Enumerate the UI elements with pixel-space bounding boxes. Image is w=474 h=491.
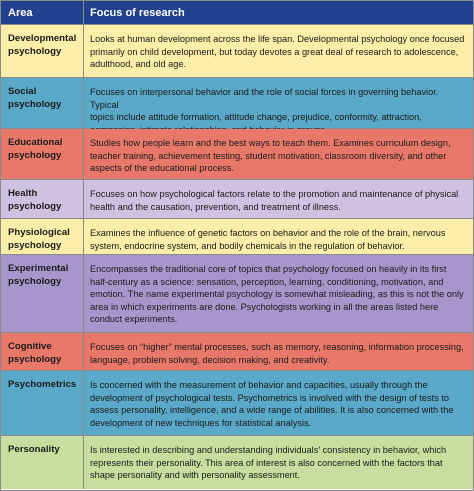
header-focus: Focus of research: [90, 6, 185, 19]
row-focus: [84, 436, 473, 489]
focus-line: Focuses on interpersonal behavior and the role of social forces in governing behavior. Typical: [90, 87, 439, 110]
header-area: Area: [1, 1, 84, 24]
focus-line: Focuses on “higher” mental processes, such as memory, reasoning, information processing,: [90, 342, 464, 352]
focus-line: Examines the influence of genetic factors on behavior and the role of the brain, nervous: [90, 228, 446, 238]
focus-line: area in which experiments are done. Psychologists working in all the areas listed here: [90, 301, 439, 312]
table-row: [1, 333, 473, 371]
row-area: Experimental psychology: [1, 255, 84, 332]
row-focus: [84, 371, 473, 435]
row-area: Health psychology: [1, 180, 84, 218]
row-area: Personality: [1, 436, 84, 489]
table-row: [1, 255, 473, 333]
table-row: [1, 129, 473, 180]
focus-line: development of psychological tests. Psychometrics is involved with the design of tests to: [90, 392, 449, 403]
table-row: [1, 25, 473, 78]
row-focus: [84, 180, 473, 218]
row-area: Physiological psychology: [1, 219, 84, 254]
focus-line: Looks at human development across the life span. Developmental psychology once focused: [90, 34, 465, 44]
row-focus: [84, 25, 473, 77]
row-focus: [84, 129, 473, 179]
row-focus: [84, 255, 473, 332]
focus-line: language, problem solving, decision making, and creativity.: [90, 354, 330, 365]
table-row: [1, 371, 473, 436]
focus-line: Is interested in describing and understanding individuals’ consistency in behavior, which: [90, 445, 447, 455]
focus-line: topics include attitude formation, attitude change, prejudice, conformity, attraction,: [90, 112, 422, 123]
row-area: Cognitive psychology: [1, 333, 84, 370]
focus-line: system, endocrine system, and bodily chemicals in the regulation of behavior.: [90, 240, 405, 251]
focus-line: health and the causation, prevention, and treatment of illness.: [90, 201, 341, 212]
table-row: [1, 180, 473, 219]
row-focus: [84, 333, 473, 370]
row-area: Developmental psychology: [1, 25, 84, 77]
focus-line: Encompasses the traditional core of topics that psychology focused on heavily in its first: [90, 264, 447, 274]
focus-line: adulthood, and old age.: [90, 59, 187, 70]
focus-line: aspects of the educational process.: [90, 163, 235, 174]
focus-line: Studies how people learn and the best ways to teach them. Examines curriculum design,: [90, 138, 451, 148]
row-area: Educational psychology: [1, 129, 84, 179]
focus-line: emotion. The name experimental psychology is somewhat misleading, as this is not the only: [90, 289, 464, 300]
focus-line: conduct experiments.: [90, 314, 178, 325]
row-area: Psychometrics: [1, 371, 84, 435]
row-focus: [84, 219, 473, 254]
focus-line: represents their personality. This area of interest is also concerned with the factors that: [90, 457, 443, 468]
focus-line: Focuses on how psychological factors relate to the promotion and maintenance of physical: [90, 189, 459, 199]
row-focus: [84, 78, 473, 128]
table-header: [1, 1, 473, 25]
row-area: Social psychology: [1, 78, 84, 128]
table-row: [1, 219, 473, 255]
focus-line: shape personality and with personality assessment.: [90, 470, 300, 481]
focus-line: half-century as a science: sensation, perception, learning, conditioning, motivation, and: [90, 276, 444, 287]
table-row: [1, 78, 473, 129]
focus-line: primarily on child development, but today devotes a great deal of research to adolescence,: [90, 46, 459, 57]
focus-line: assess personality, intelligence, and a wide range of abilities. It is also concerned with the: [90, 405, 454, 416]
focus-line: Is concerned with the measurement of behavior and capacities, usually through the: [90, 380, 428, 390]
focus-line: teacher training, achievement testing, student motivation, classroom diversity, and other: [90, 150, 447, 161]
table-row: [1, 436, 473, 489]
focus-line: development of new techniques for statistical analysis.: [90, 417, 312, 428]
